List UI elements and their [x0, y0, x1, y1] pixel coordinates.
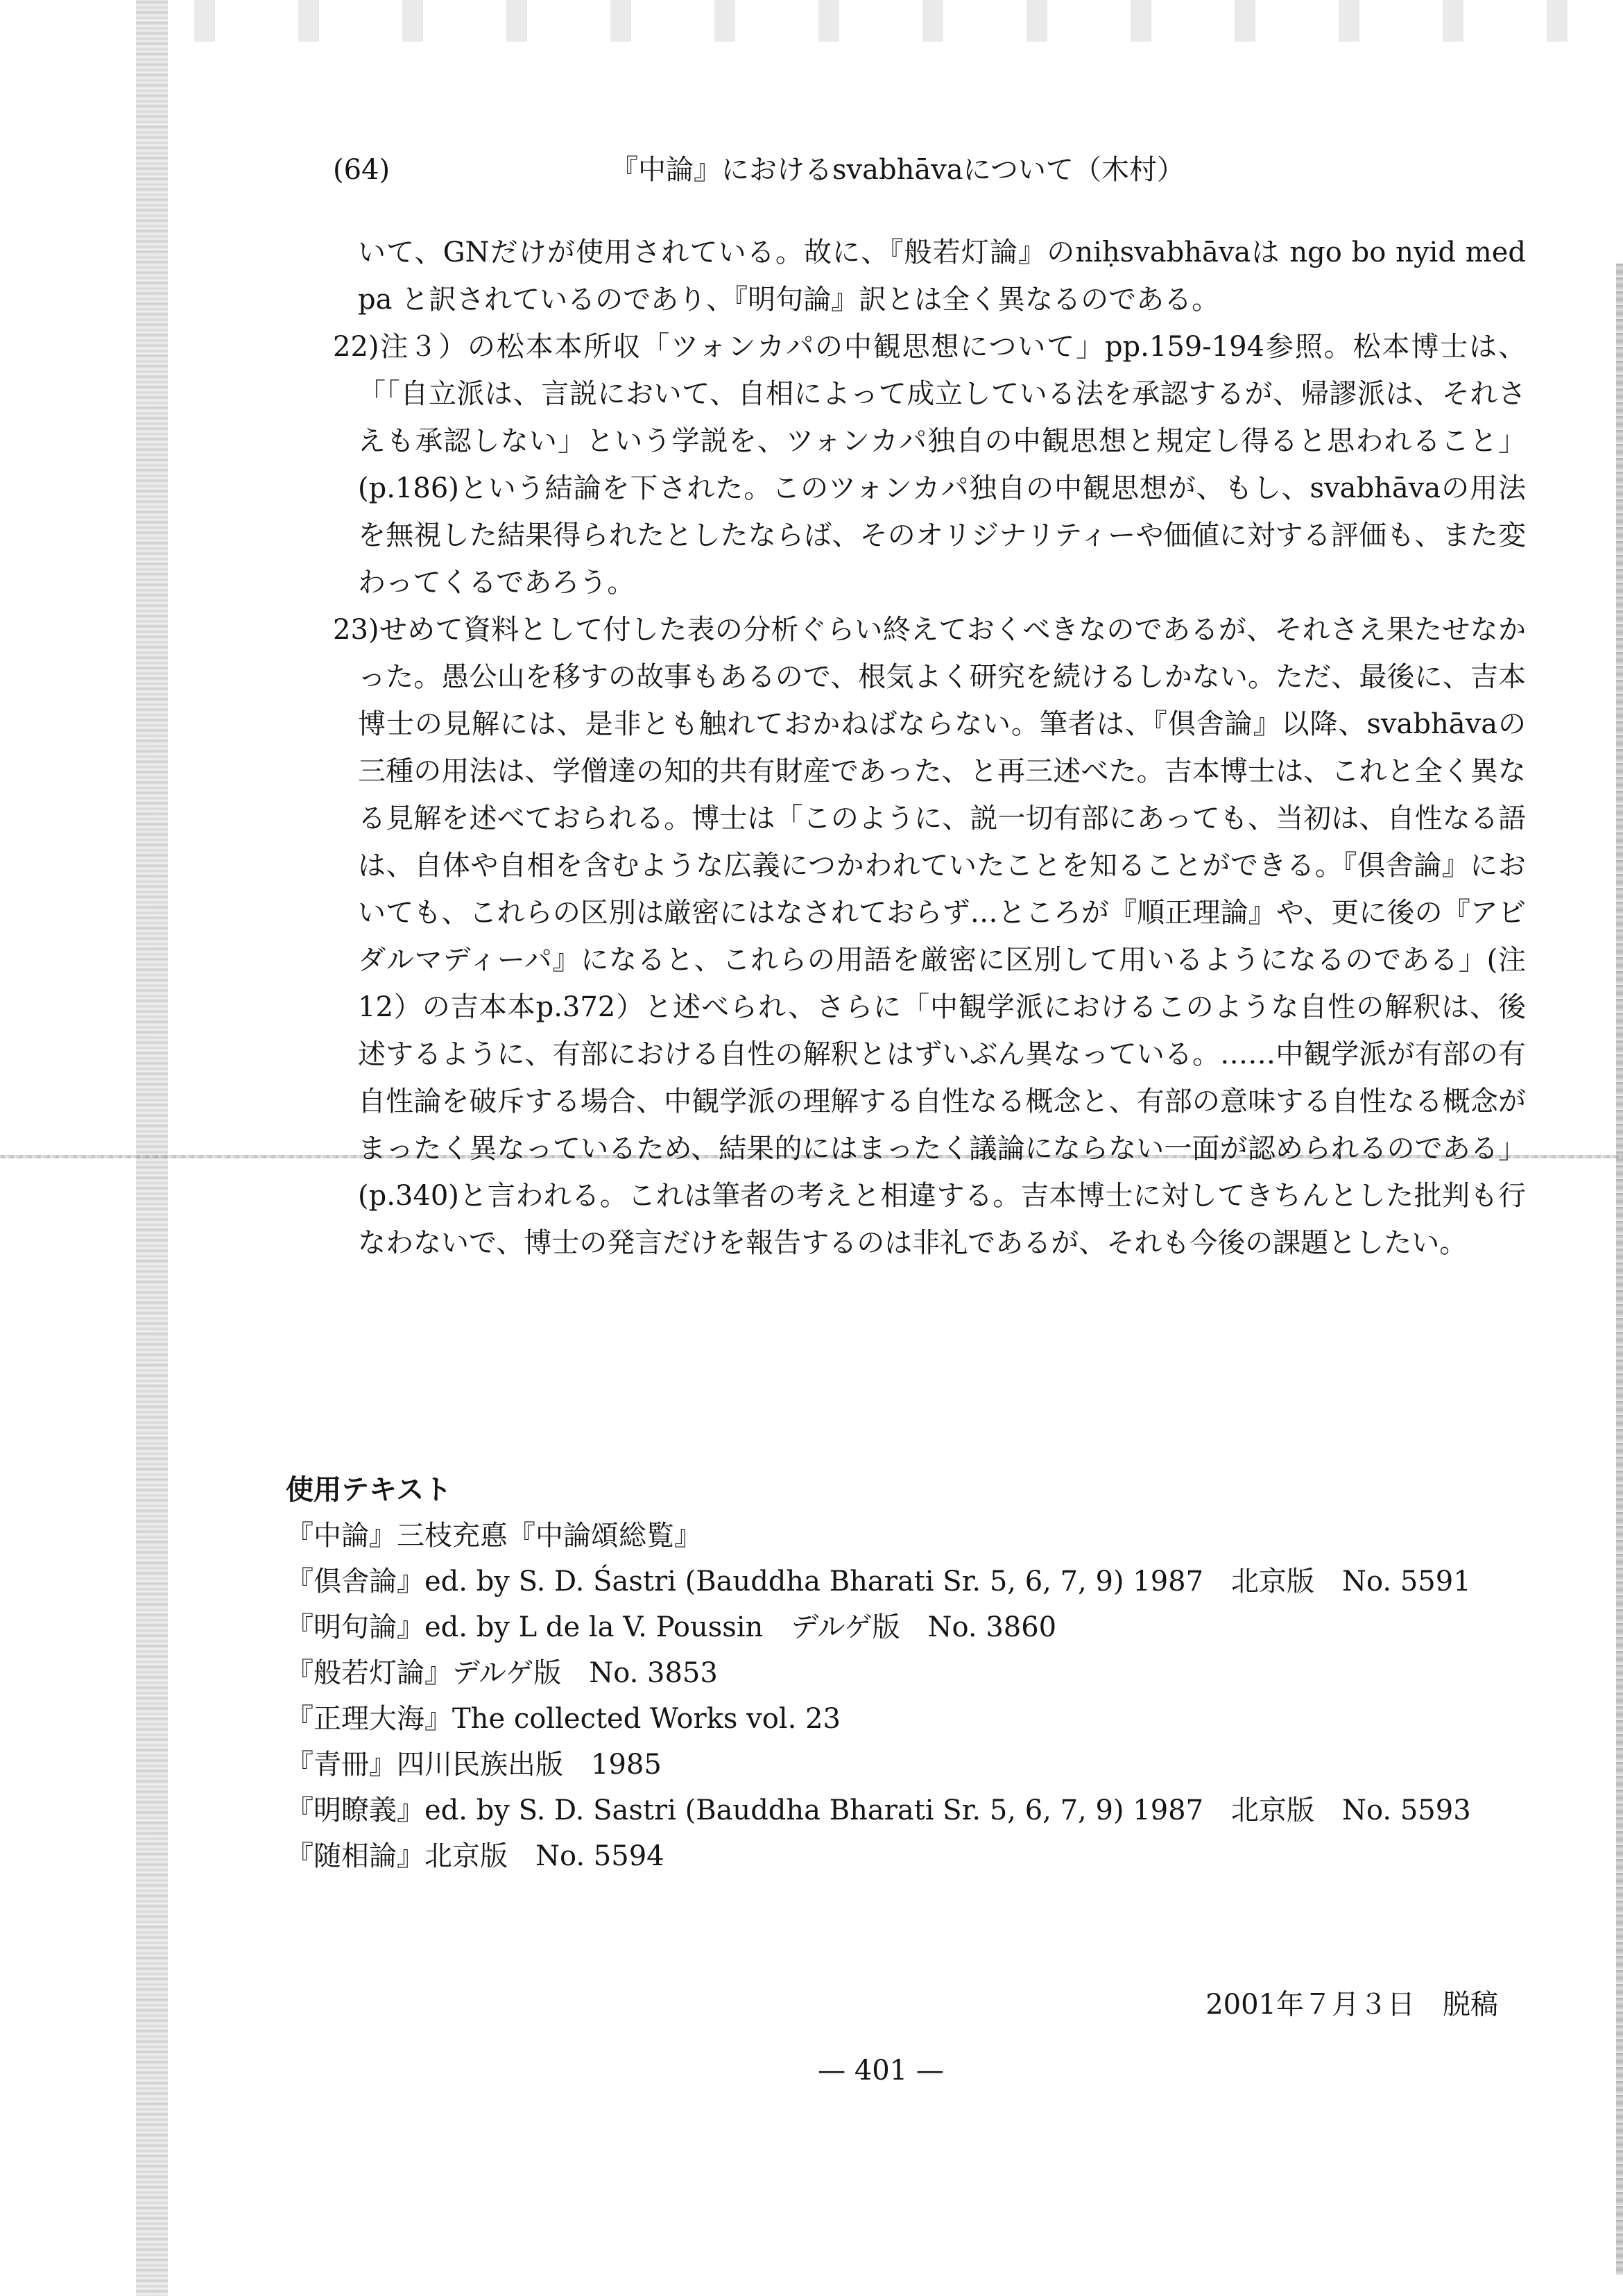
reference-item: 『随相論』北京版 No. 5594 — [286, 1840, 664, 1872]
header-page-number: (64) — [333, 154, 390, 186]
note-text: せめて資料として付した表の分析ぐらい終えておくべきなのであるが、それさえ果たせなかった。愚公山を移すの故事もあるので、根気よく研究を続けるしかない。ただ、最後に、吉本博士の見解には、是非とも触れておかねばならない。筆者は、『倶舎論』以降、svabhāvaの三種の用法は、学僧達の知的共有財産であった、と再三述べた。吉本博士は、これと全く異なる見解を述べておられる。博士は「このように、説一切有部にあっても、当初は、自性なる語は、自体や自相を含むような広義につかわれていたことを知ることができる。『倶舎論』においても、これらの区別は厳密にはなされておらず…ところが『順正理論』や、更に後の『アビダルマディーパ』になると、これらの用語を厳密に区別して用いるようになるのである」(注12）の吉本本p.372）と述べられ、さらに「中観学派におけるこのような自性の解釈は、後述するように、有部における自性の解釈とはずいぶん異なっている。……中観学派が有部の有自性論を破斥する場合、中観学派の理解する自性なる概念と、有部の意味する自性なる概念がまったく異なっているため、結果的にはまったく議論にならない一面が認められるのである」(p.340)と言われる。これは筆者の考えと相違する。吉本博士に対してきちんとした批判も行なわないで、博士の発言だけを報告するのは非礼であるが、それも今後の課題としたい。 — [358, 614, 1526, 1259]
footer-page-number: — 401 — — [818, 2055, 944, 2087]
references-heading: 使用テキスト — [286, 1473, 452, 1506]
note-22 — [333, 323, 1526, 606]
note-continuation: いて、GNだけが使用されている。故に、『般若灯論』のniḥsvabhāvaは ngo bo nyid med pa と訳されているのであり、『明句論』訳とは全く異なるのである。 — [358, 237, 1526, 316]
scan-artifact-right-edge — [1616, 264, 1623, 2275]
note-number: 22) — [333, 331, 379, 363]
reference-item: 『倶舎論』ed. by S. D. Śastri (Bauddha Bharati Sr. 5, 6, 7, 9) 1987 北京版 No. 5591 — [286, 1566, 1471, 1597]
note-23 — [333, 606, 1526, 1267]
note-number: 23) — [333, 614, 379, 646]
reference-item: 『明瞭義』ed. by S. D. Sastri (Bauddha Bharati Sr. 5, 6, 7, 9) 1987 北京版 No. 5593 — [286, 1794, 1471, 1826]
reference-item: 『中論』三枝充悳『中論頌総覧』 — [286, 1520, 702, 1552]
running-header — [333, 149, 1554, 191]
scan-artifact-top — [139, 0, 1623, 42]
reference-item: 『明句論』ed. by L de la V. Poussin デルゲ版 No. 3860 — [286, 1611, 1057, 1643]
reference-item: 『青冊』四川民族出版 1985 — [286, 1749, 662, 1781]
reference-item: 『般若灯論』デルゲ版 No. 3853 — [286, 1657, 718, 1689]
note-text: 注３）の松本本所収「ツォンカパの中観思想について」pp.159-194参照。松本博士は、「「自立派は、言説において、自相によって成立している法を承認するが、帰謬派は、それさえも承認しない」という学説を、ツォンカパ独自の中観思想と規定し得ると思われること」(p.186)という結論を下された。このツォンカパ独自の中観思想が、もし、svabhāvaの用法を無視した結果得られたとしたならば、そのオリジナリティーや価値に対する評価も、また変わってくるであろう。 — [358, 331, 1526, 599]
header-title: 『中論』におけるsvabhāvaについて（木村） — [610, 154, 1185, 186]
scan-artifact-left-edge — [136, 0, 168, 2296]
notes-body — [333, 229, 1526, 1267]
signoff-date: 2001年７月３日 脱稿 — [1205, 1989, 1498, 2021]
reference-item: 『正理大海』The collected Works vol. 23 — [286, 1703, 841, 1735]
references-section — [286, 1467, 1534, 1879]
